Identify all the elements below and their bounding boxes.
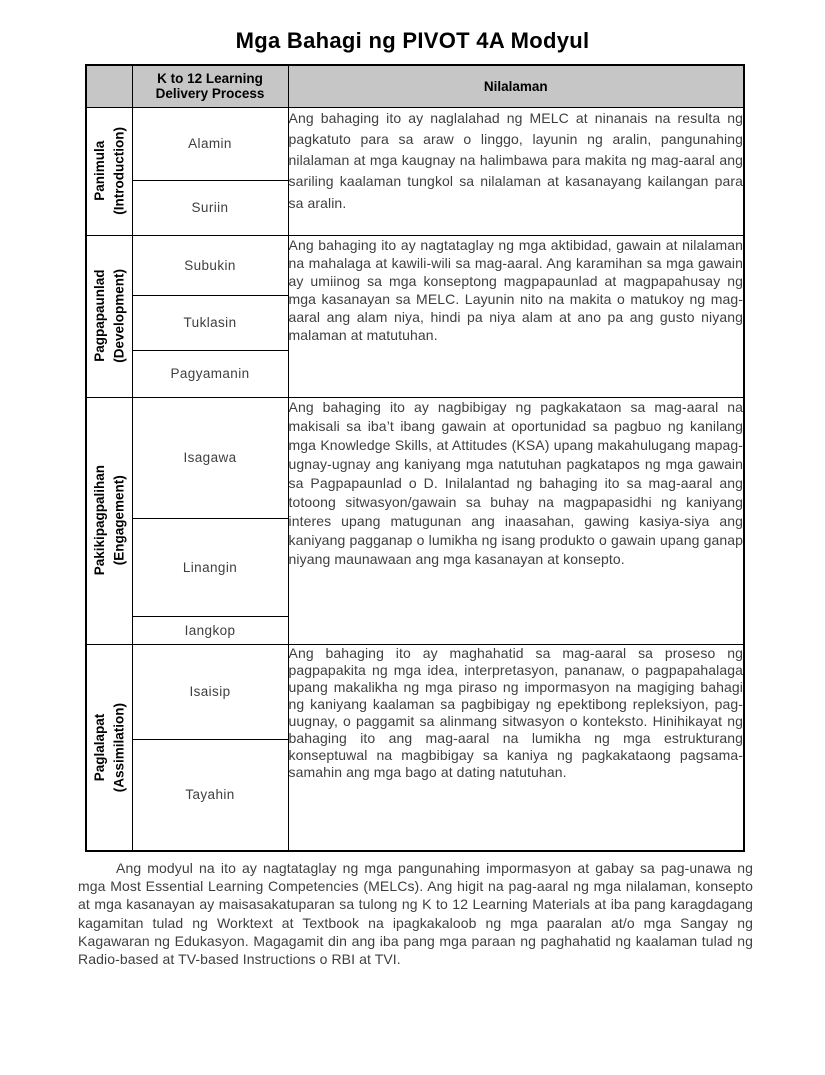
closing-paragraph: Ang modyul na ito ay nagtataglay ng mga pangunahing impormasyon at gabay sa pag-unawa ng mga Most Essential Learning Competencies (MELCs). Ang higit na pag-aaral ng mga nilalaman, konsepto at mga kasanayan ay maisasakatuparan sa tulong ng K to 12 Learning Materials at iba pang karagdagang kagamitan tulad ng Worktext at Textbook na ipagkakaloob ng mga paaralan at/o mga Sangay ng Kagawaran ng Edukasyon. Magagamit din ang iba pang mga paraan ng paghahatid ng kaalaman tulad ng Radio-based at TV-based Instructions o RBI at TVI.	[78, 860, 753, 968]
table-row	[86, 107, 744, 180]
process-cell-alamin: Alamin	[132, 107, 288, 180]
corner-header-cell	[86, 65, 132, 107]
table-row	[86, 235, 744, 295]
content-cell-panimula: Ang bahaging ito ay naglalahad ng MELC at ninanais na resulta ng pagkatuto para sa araw o linggo, layunin ng aralin, pangunahing nilalaman at mga kaugnay na halimbawa para makita ng mag-aaral ang sariling kaalaman tungkol sa nilalaman at kasanayang kailangan para sa aralin.	[288, 107, 744, 235]
column-header-process: K to 12 Learning Delivery Process	[132, 65, 288, 107]
part-cell-panimula	[86, 107, 132, 235]
content-cell-pakikipagpalihan: Ang bahaging ito ay nagbibigay ng pagkakataon sa mag-aaral na makisali sa iba’t ibang gawain at oportunidad sa pagbuo ng kanilang mga Knowledge Skills, at Attitudes (KSA) upang makahulugang mapag-ugnay-ugnay ang kaniyang mga natutuhan pagkatapos ng mga gawain sa Pagpapaunlad o D. Inilalantad ng bahaging ito sa mag-aaral ang totoong sitwasyon/gawain sa buhay na magpapasidhi ng kaniyang interes upang matugunan ang inaasahan, gawing kasiya-siya ang kaniyang pagganap o lumikha ng isang produkto o gawain upang ganap niyang maunawaan ang mga kasanayan at konsepto.	[288, 397, 744, 644]
content-cell-pagpapaunlad: Ang bahaging ito ay nagtataglay ng mga aktibidad, gawain at nilalaman na mahalaga at kawili-wili sa mag-aaral. Ang karamihan sa mga gawain ay umiinog sa mga konseptong magpapaunlad at magpapahusay ng mga kasanayan sa MELC. Layunin nito na makita o matukoy ng mag-aaral ang alam niya, hindi pa niya alam at ano pa ang gusto niyang malaman at matutuhan.	[288, 235, 744, 397]
content-cell-paglalapat: Ang bahaging ito ay maghahatid sa mag-aaral sa proseso ng pagpapakita ng mga idea, interpretasyon, pananaw, o pagpapahalaga upang makalikha ng mga piraso ng impormasyon na magiging bahagi ng kaniyang kaalaman sa pagbibigay ng epektibong repleksiyon, pag-uugnay, o paggamit sa alinmang sitwasyon o konteksto. Hinihikayat ng bahaging ito ang mag-aaral na lumikha ng mga estrukturang konseptuwal na magbibigay sa kaniya ng pagkakataong pagsama-samahin ang mga bago at dating natutuhan.	[288, 644, 744, 851]
part-name: Panimula	[91, 140, 107, 202]
process-cell-iangkop: Iangkop	[132, 616, 288, 644]
part-label	[90, 703, 129, 792]
part-name: Paglalapat	[91, 713, 107, 782]
column-header-content: Nilalaman	[288, 65, 744, 107]
part-translation: (Development)	[111, 269, 127, 363]
part-translation: (Engagement)	[111, 475, 127, 566]
process-cell-suriin: Suriin	[132, 180, 288, 235]
part-cell-paglalapat	[86, 644, 132, 851]
part-label	[90, 127, 129, 215]
page-title: Mga Bahagi ng PIVOT 4A Modyul	[235, 28, 590, 53]
part-name: Pagpapaunlad	[91, 269, 107, 363]
process-cell-tayahin: Tayahin	[132, 739, 288, 851]
process-cell-subukin: Subukin	[132, 235, 288, 295]
table-row	[86, 397, 744, 518]
process-cell-pagyamanin: Pagyamanin	[132, 350, 288, 397]
part-cell-pakikipagpalihan	[86, 397, 132, 644]
part-translation: (Assimilation)	[111, 702, 127, 792]
process-cell-isaisip: Isaisip	[132, 644, 288, 739]
part-label	[90, 269, 129, 363]
process-cell-linangin: Linangin	[132, 518, 288, 616]
part-label	[90, 465, 129, 575]
process-cell-tuklasin: Tuklasin	[132, 295, 288, 350]
table-header-row	[86, 65, 744, 107]
part-name: Pakikipagpalihan	[91, 465, 107, 576]
part-translation: (Introduction)	[111, 127, 127, 215]
table-row	[86, 644, 744, 739]
part-cell-pagpapaunlad	[86, 235, 132, 397]
pivot-parts-table	[85, 64, 745, 852]
process-cell-isagawa: Isagawa	[132, 397, 288, 518]
